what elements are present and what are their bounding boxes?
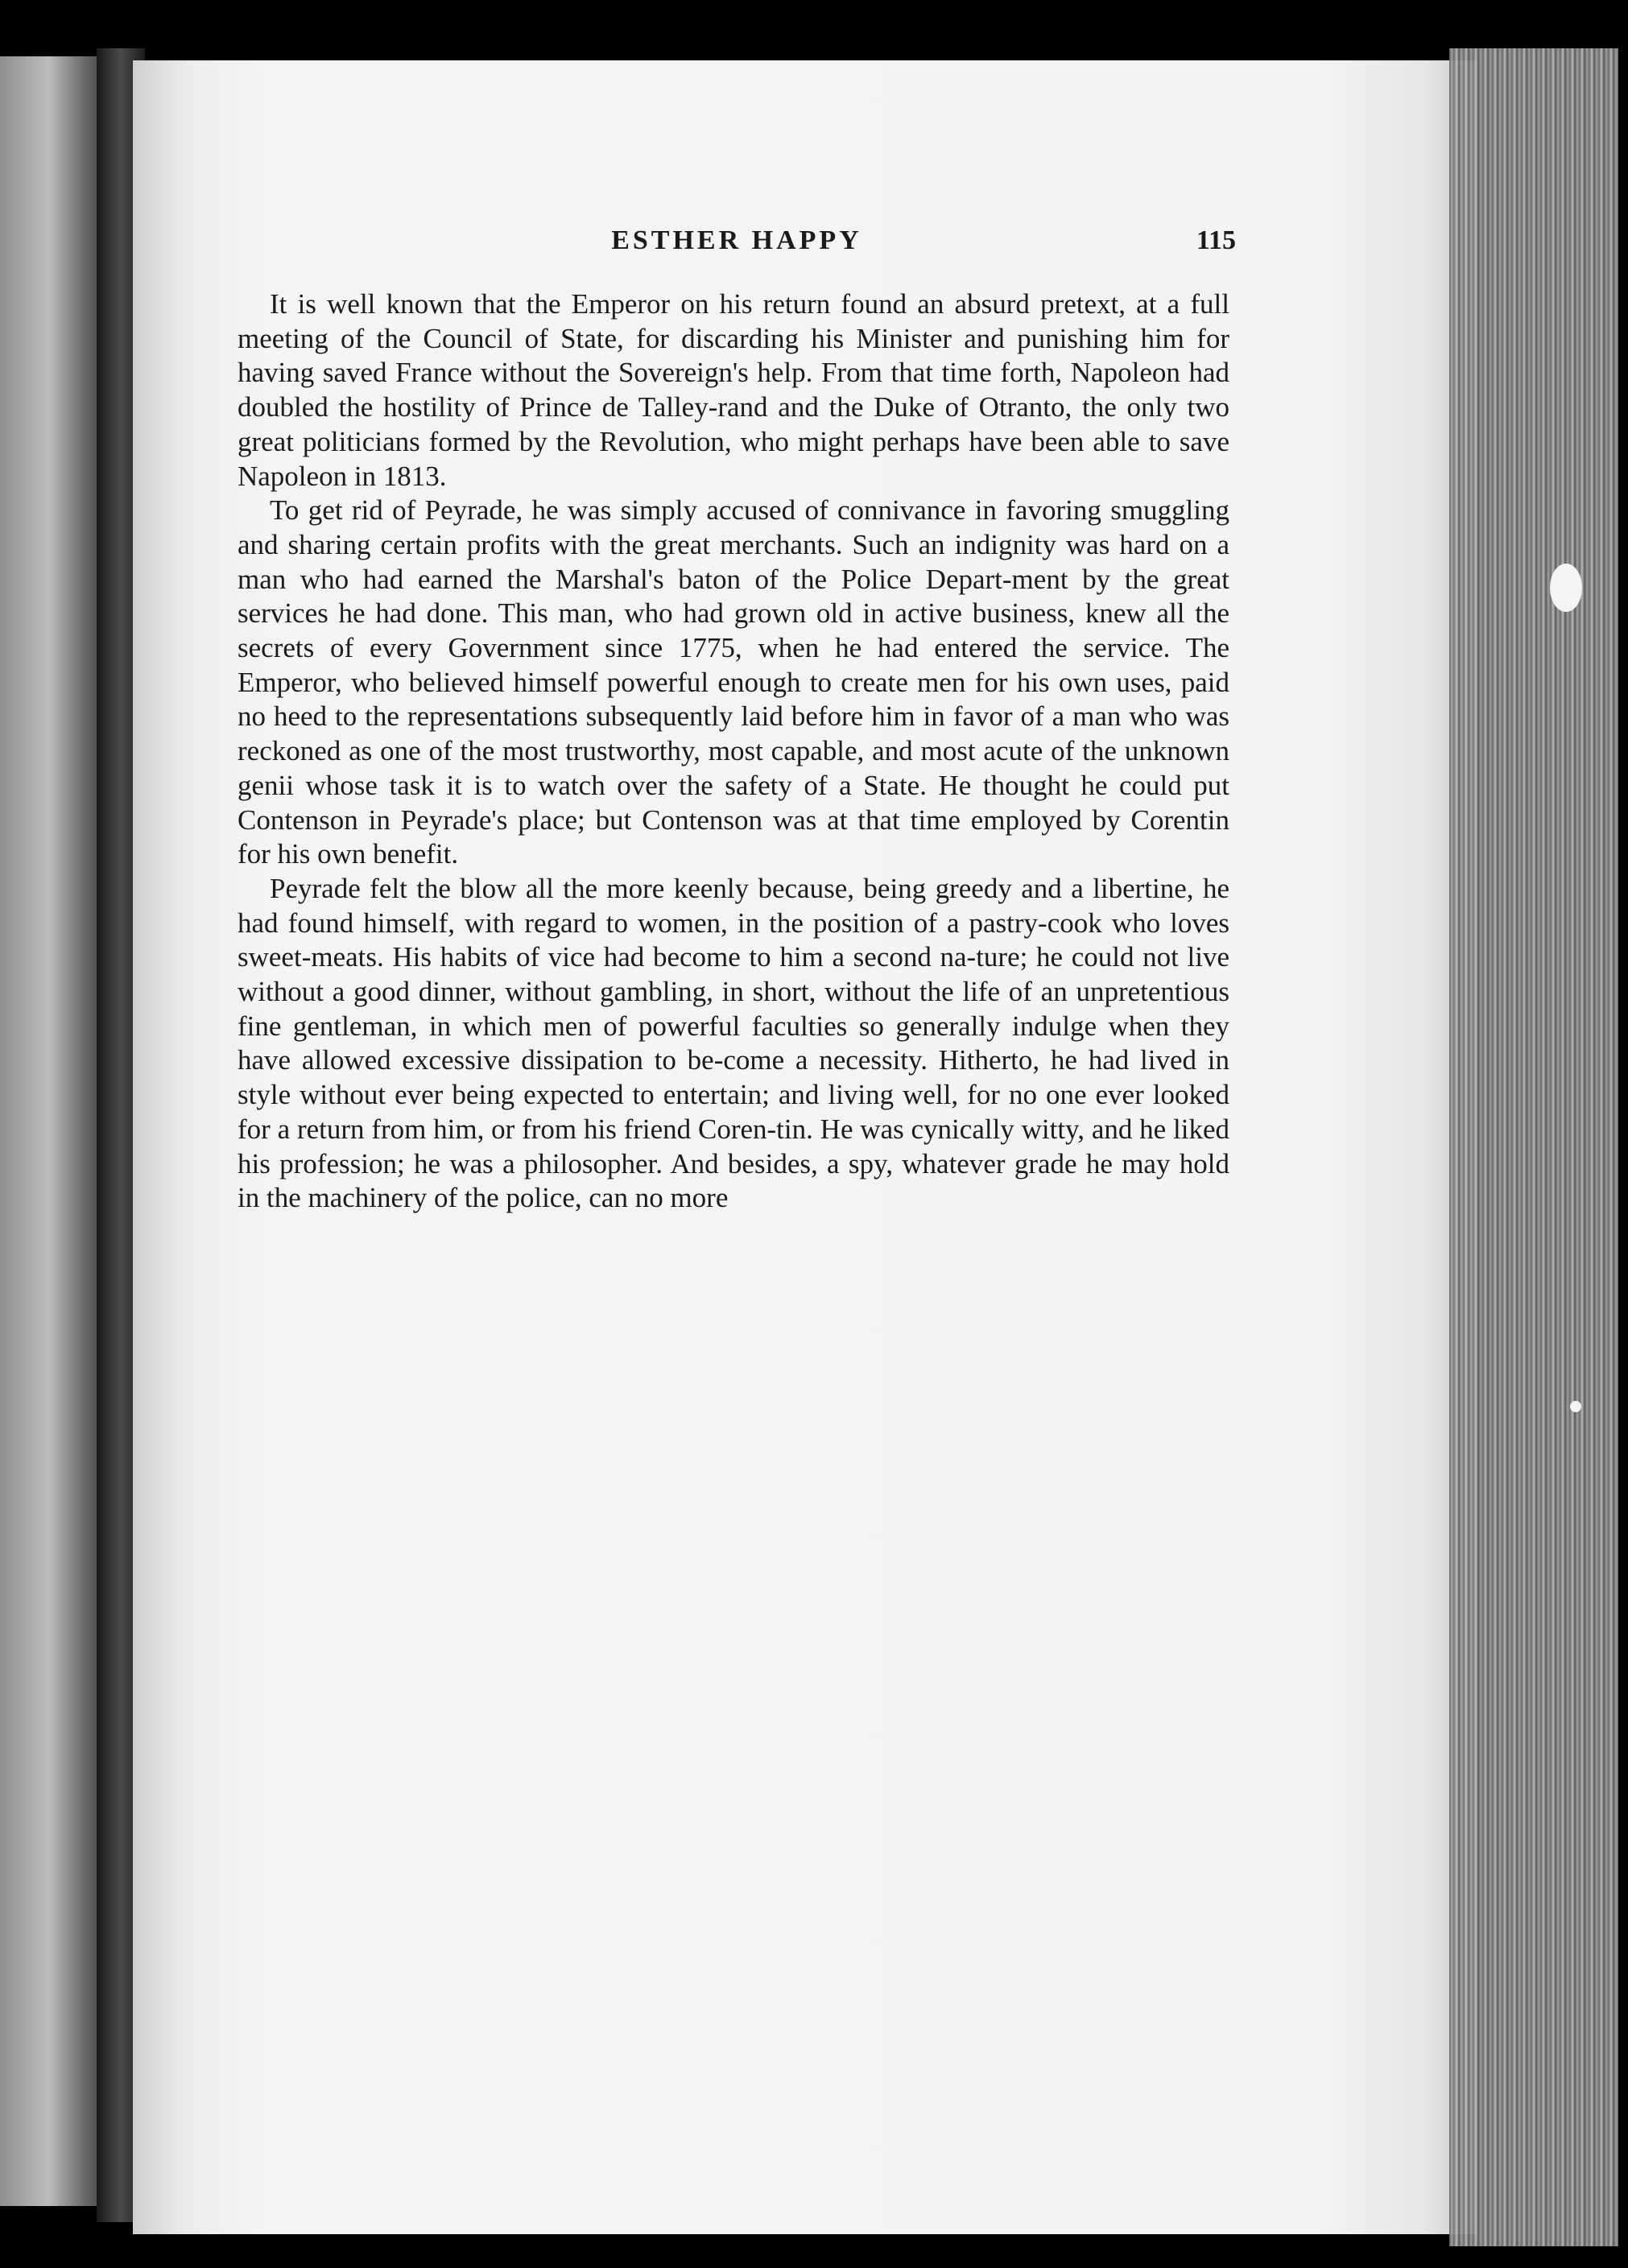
paragraph: It is well known that the Emperor on his return found an absurd pretext, at a full meeting of the Council of State, for discarding his Minister and punishing him for having saved France without the Sovereign's help. From that time forth, Napoleon had doubled the hostility of Prince de Talley-rand and the Duke of Otranto, the only two great politicians formed by the Revolution, who might perhaps have been able to save Napoleon in 1813. bbox=[238, 288, 1229, 492]
edge-spot-mark bbox=[1550, 564, 1582, 612]
page-stack-edges bbox=[1449, 48, 1618, 2246]
running-head bbox=[238, 225, 1236, 266]
body-text bbox=[238, 287, 1229, 1216]
paragraph: Peyrade felt the blow all the more keenly because, being greedy and a libertine, he had found himself, with regard to women, in the position of a pastry-cook who loves sweet-meats. His habits of vice had become to him a second na-ture; he could not live without a good dinner, without gambling, in short, without the life of an unpretentious fine gentleman, in which men of powerful faculties so generally indulge when they have allowed excessive dissipation to be-come a necessity. Hitherto, he had lived in style without ever being expected to entertain; and living well, for no one ever looked for a return from him, or from his friend Coren-tin. He was cynically witty, and he liked his profession; he was a philosopher. And besides, a spy, whatever grade he may hold in the machinery of the police, can no more bbox=[238, 872, 1229, 1214]
running-title: ESTHER HAPPY bbox=[611, 225, 862, 255]
edge-dot-mark bbox=[1570, 1401, 1581, 1412]
page-number: 115 bbox=[1196, 225, 1236, 255]
paragraph: To get rid of Peyrade, he was simply accused of connivance in favoring smuggling and sharing certain profits with the great merchants. Such an indignity was hard on a man who had earned the Marshal's baton of the Police Depart-ment by the great services he had done. This man, who had grown old in active business, knew all the secrets of every Government since 1775, when he had entered the service. The Emperor, who believed himself powerful enough to create men for his own uses, paid no heed to the representations subsequently laid before him in favor of a man who was reckoned as one of the most trustworthy, most capable, and most acute of the unknown genii whose task it is to watch over the safety of a State. He thought he could put Contenson in Peyrade's place; but Contenson was at that time employed by Corentin for his own benefit. bbox=[238, 494, 1229, 870]
